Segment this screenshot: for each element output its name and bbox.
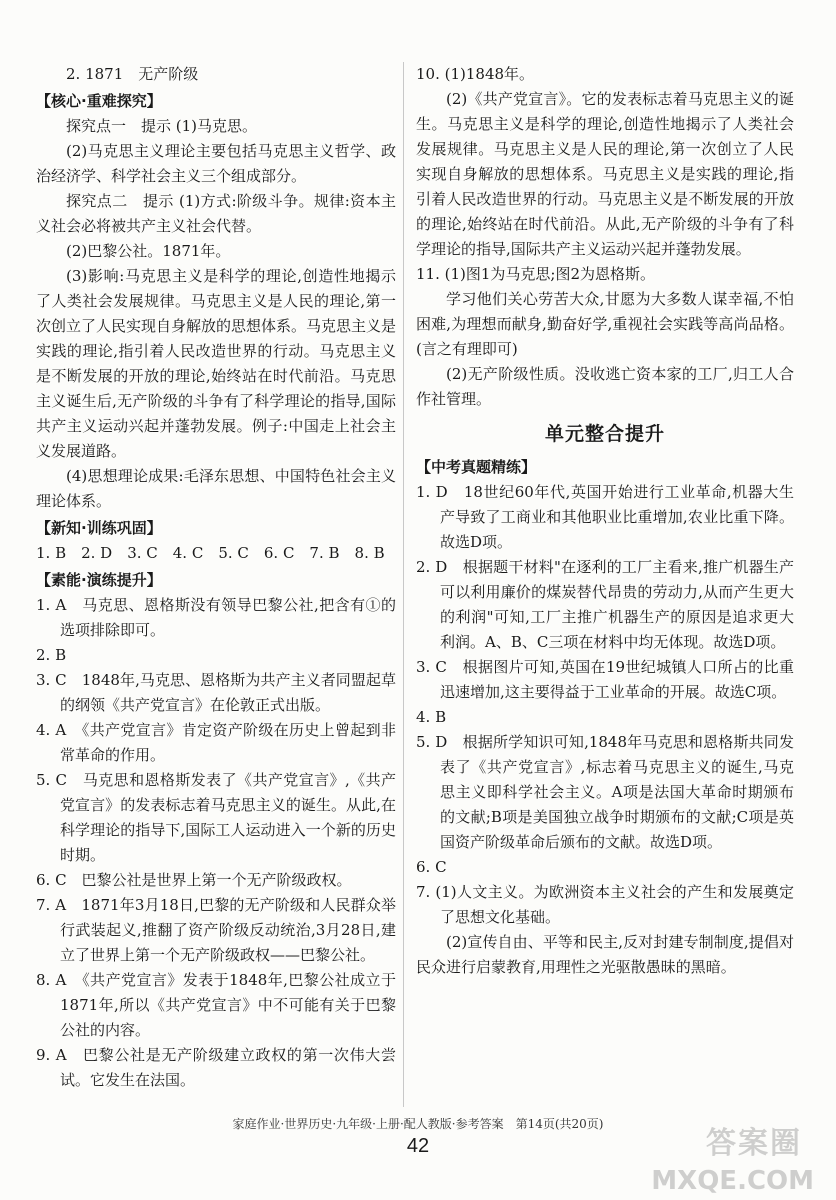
exam-answer-4: 4. B: [416, 708, 447, 726]
question-answer-5: 5. C 马克思和恩格斯发表了《共产党宣言》,《共产党宣言》的发表标志着马克思主义的诞生。从此,在科学理论的指导下,国际工人运动进入一个新的历史时期。: [36, 771, 396, 864]
section-heading-new-knowledge: 【新知·训练巩固】: [36, 519, 162, 537]
question-answer-9: 9. A 巴黎公社是无产阶级建立政权的第一次伟大尝试。它发生在法国。: [36, 1046, 396, 1089]
question-answer-11: 11. (1)图1为马克思;图2为恩格斯。: [416, 265, 656, 283]
exam-answer-7: 7. (1)人文主义。为欧洲资本主义社会的产生和发展奠定了思想文化基础。: [416, 883, 794, 926]
explore-point-2-part3: (3)影响:马克思主义是科学的理论,创造性地揭示了人类社会发展规律。马克思主义是人民的理论,第一次创立了人民实现自身解放的思想体系。马克思主义是实践的理论,指引着人民改造世界的行动。马克思主义是不断发展的开放的理论,始终站在时代前沿。马克思主义诞生后,无产阶级的斗争有了科学理论的指导,国际共产主义运动兴起并蓬勃发展。例子:中国走上社会主义发展道路。: [36, 267, 397, 460]
watermark-url: MXQE.COM: [651, 1166, 814, 1196]
exam-answer-2: 2. D 根据题干材料"在逐利的工厂主看来,推广机器生产可以利用廉价的煤炭替代昂贵的劳动力,从而产生更大的利润"可知,工厂主推广机器生产的原因是追求更大利润。A、B、C三项在材料中均无体现。故选D项。: [416, 558, 794, 651]
page-number: 42: [406, 1135, 430, 1157]
question-answer-11-part2: 学习他们关心劳苦大众,甘愿为大多数人谋幸福,不怕困难,为理想而献身,勤奋好学,重视社会实践等高尚品格。(言之有理即可): [416, 290, 794, 358]
question-answer-2: 2. B: [36, 646, 67, 664]
question-answer-1: 1. A 马克思、恩格斯没有领导巴黎公社,把含有①的选项排除即可。: [36, 596, 396, 639]
question-answer-4: 4. A 《共产党宣言》肯定资产阶级在历史上曾起到非常革命的作用。: [36, 721, 396, 764]
question-answer-10-part2: (2)《共产党宣言》。它的发表标志着马克思主义的诞生。马克思主义是科学的理论,创造性地揭示了人类社会发展规律。马克思主义是人民的理论,第一次创立了人民实现自身解放的思想体系。马克思主义是实践的理论,指引着人民改造世界的行动。马克思主义是不断发展的开放的理论,始终站在时代前沿。从此,无产阶级的斗争有了科学理论的指导,国际共产主义运动兴起并蓬勃发展。: [416, 90, 794, 258]
question-answer-8: 8. A 《共产党宣言》发表于1848年,巴黎公社成立于1871年,所以《共产党宣言》中不可能有关于巴黎公社的内容。: [36, 971, 396, 1039]
answer-line: 2. 1871 无产阶级: [66, 65, 199, 83]
exam-answer-3: 3. C 根据图片可知,英国在19世纪城镇人口所占的比重迅速增加,这主要得益于工业革命的开展。故选C项。: [416, 658, 794, 701]
right-column: [416, 62, 794, 980]
exam-answer-7-part2: (2)宣传自由、平等和民主,反对封建专制制度,提倡对民众进行启蒙教育,用理性之光驱散愚昧的黑暗。: [416, 933, 794, 976]
explore-point-1: 探究点一 提示 (1)马克思。: [66, 117, 258, 135]
column-divider: [403, 62, 404, 1107]
question-answer-11-part3: (2)无产阶级性质。没收逃亡资本家的工厂,归工人合作社管理。: [416, 365, 794, 408]
explore-point-2-part4: (4)思想理论成果:毛泽东思想、中国特色社会主义理论体系。: [36, 467, 396, 510]
exam-answer-6: 6. C: [416, 858, 447, 876]
exam-answer-1: 1. D 18世纪60年代,英国开始进行工业革命,机器大生产导致了工商业和其他职业比重增加,农业比重下降。故选D项。: [416, 483, 794, 551]
choice-answers: 1. B 2. D 3. C 4. C 5. C 6. C 7. B 8. B: [36, 544, 385, 562]
unit-title: 单元整合提升: [544, 423, 665, 445]
section-heading-quality: 【素能·演练提升】: [36, 571, 162, 589]
watermark-text: 答案圈: [706, 1126, 802, 1161]
left-column: [36, 62, 396, 1093]
explore-point-2: 探究点二 提示 (1)方式:阶级斗争。规律:资本主义社会必将被共产主义社会代替。: [36, 192, 396, 235]
section-heading-exam: 【中考真题精练】: [416, 458, 537, 476]
section-heading-core: 【核心·重难探究】: [36, 92, 162, 110]
question-answer-3: 3. C 1848年,马克思、恩格斯为共产主义者同盟起草的纲领《共产党宣言》在伦敦正式出版。: [36, 671, 396, 714]
explore-point-1-part2: (2)马克思主义理论主要包括马克思主义哲学、政治经济学、科学社会主义三个组成部分。: [36, 142, 396, 185]
question-answer-10: 10. (1)1848年。: [416, 65, 535, 83]
question-answer-6: 6. C 巴黎公社是世界上第一个无产阶级政权。: [36, 871, 352, 889]
running-footer: 家庭作业·世界历史·九年级·上册·配人教版·参考答案 第14页(共20页): [232, 1117, 604, 1131]
exam-answer-5: 5. D 根据所学知识可知,1848年马克思和恩格斯共同发表了《共产党宣言》,标志着马克思主义的诞生,马克思主义即科学社会主义。A项是法国大革命时期颁布的文献;B项是美国独立战争时期颁布的文献;C项是英国资产阶级革命后颁布的文献。故选D项。: [416, 733, 794, 851]
question-answer-7: 7. A 1871年3月18日,巴黎的无产阶级和人民群众举行武装起义,推翻了资产阶级反动统治,3月28日,建立了世界上第一个无产阶级政权——巴黎公社。: [36, 896, 396, 964]
explore-point-2-part2: (2)巴黎公社。1871年。: [66, 242, 231, 260]
